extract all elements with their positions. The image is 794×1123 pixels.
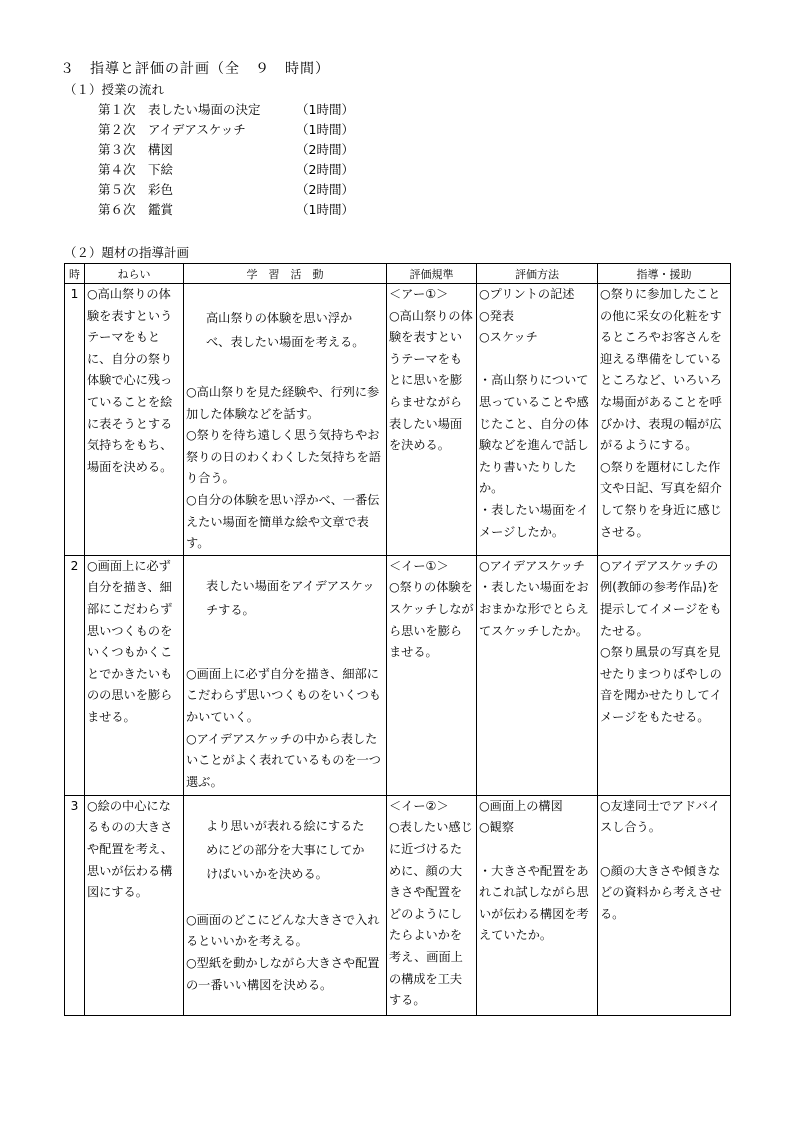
activity-main-text: 高山祭りの体験を思い浮かべ、表したい場面を考える。 (206, 311, 365, 349)
criteria-code: ＜アー①＞ (389, 287, 449, 301)
section-heading-plan: （２）題材の指導計画 (64, 245, 190, 260)
flow-item-hours: （2時間） (296, 162, 354, 177)
cell-ji: 3 (65, 795, 85, 1015)
flow-item-label: 第３次 構図 (98, 142, 174, 157)
cell-criteria (387, 284, 477, 556)
lesson-flow-list (98, 100, 358, 220)
criteria-text: ○高山祭りの体験を表すというテーマをもとに思いを膨らませながら表したい場面を決める。 (389, 308, 473, 453)
method-item: ・高山祭りについて思っていることや感じたこと、自分の体験などを進んで話したり書いたりしたか。 (479, 373, 589, 496)
cell-guidance (598, 795, 731, 1015)
cell-activity (184, 795, 387, 1015)
guidance-item: ○顔の大きさや傾きなどの資料から考えさせる。 (600, 863, 722, 921)
method-item (479, 349, 595, 371)
activity-item: ○画面のどこにどんな大きさで入れるといいかを考える。 (186, 912, 380, 949)
activity-item: ○画面上に必ず自分を描き、細部にこだわらず思いつくものをいくつもかいていく。 (186, 666, 381, 724)
guidance-item (600, 839, 728, 861)
flow-item-hours: （1時間） (296, 122, 354, 137)
cell-nerai: ○絵の中心になるものの大きさや配置を考え、思いが伝わる構図にする。 (85, 795, 184, 1015)
cell-ji: 2 (65, 555, 85, 795)
activity-item: ○自分の体験を思い浮かべ、一番伝えたい場面を簡単な絵や文章で表す。 (186, 492, 380, 551)
criteria-code: ＜イー①＞ (389, 558, 449, 573)
flow-item-hours: （1時間） (296, 102, 354, 117)
table-row (65, 795, 731, 1015)
header-criteria: 評価規準 (387, 264, 477, 284)
flow-item (98, 200, 358, 220)
flow-item-hours: （1時間） (296, 202, 354, 217)
flow-item-hours: （2時間） (296, 182, 354, 197)
header-ji: 時 (65, 264, 85, 284)
activity-item: ○アイデアスケッチの中から表したいことがよく表れているものを一つ選ぶ。 (186, 731, 381, 789)
page-title: ３ 指導と評価の計画（全 ９ 時間） (60, 61, 330, 77)
header-activity: 学 習 活 動 (184, 264, 387, 284)
criteria-code: ＜イー②＞ (389, 798, 449, 813)
criteria-text: ○表したい感じに近づけるために、顔の大きさや配置をどのようにしたらよいかを考え、画面上の構成を工夫する。 (389, 820, 473, 1008)
guidance-item: ○祭りを題材にした作文や日記、写真を紹介して祭りを身近に感じさせる。 (600, 459, 722, 539)
section-heading-flow: （１）授業の流れ (64, 82, 165, 97)
flow-item-label: 第２次 アイデアスケッチ (98, 122, 246, 137)
flow-item-label: 第１次 表したい場面の決定 (98, 102, 261, 117)
cell-method (477, 284, 598, 556)
cell-nerai: ○画面上に必ず自分を描き、細部にこだわらず思いつくものをいくつもかくことでかきたいものの思いを膨らませる。 (85, 555, 184, 795)
header-nerai: ねらい (85, 264, 184, 284)
cell-criteria (387, 795, 477, 1015)
cell-activity (184, 284, 387, 556)
method-item: ○アイデアスケッチ (479, 558, 585, 573)
cell-activity (184, 555, 387, 795)
guidance-item: ○アイデアスケッチの例(教師の参考作品)を提示してイメージをもたせる。 (600, 558, 722, 638)
guidance-item: ○友達同士でアドバイスし合う。 (600, 798, 721, 835)
flow-item-hours: （2時間） (296, 142, 354, 157)
criteria-text: ○祭りの体験をスケッチしながら思いを膨らませる。 (389, 580, 474, 660)
flow-item (98, 160, 358, 180)
cell-method (477, 795, 598, 1015)
method-item: ・大きさや配置をあれこれ試しながら思いが伝わる構図を考えていたか。 (479, 863, 589, 943)
method-item: ・表したい場面をおおまかな形でとらえてスケッチしたか。 (479, 580, 589, 638)
flow-item-label: 第４次 下絵 (98, 162, 174, 177)
flow-item-label: 第５次 彩色 (98, 182, 174, 197)
cell-guidance (598, 555, 731, 795)
flow-item (98, 120, 358, 140)
activity-item: ○祭りを待ち遠しく思う気持ちやお祭りの日のわくわくした気持ちを語り合う。 (186, 428, 381, 486)
method-item: ○観察 (479, 820, 515, 835)
cell-method (477, 555, 598, 795)
flow-item (98, 180, 358, 200)
method-item: ○画面上の構図 (479, 798, 563, 813)
cell-criteria (387, 555, 477, 795)
table-row (65, 555, 731, 795)
cell-nerai: ○高山祭りの体験を表すというテーマをもとに、自分の祭り体験で心に残っていることを絵に表そうとする気持ちをもち、場面を決める。 (85, 284, 184, 556)
guidance-item: ○祭り風景の写真を見せたりまつりばやしの音を聞かせたりしてイメージをもたせる。 (600, 645, 722, 724)
guidance-item: ○祭りに参加したことの他に采女の化粧をするところやお客さんを迎える準備をしているところなど、いろいろな場面があることを呼びかけ、表現の幅が広がるようにする。 (600, 287, 722, 453)
cell-ji: 1 (65, 284, 85, 556)
header-method: 評価方法 (477, 264, 598, 284)
flow-item (98, 100, 358, 120)
table-row (65, 284, 731, 556)
table-header-row (65, 264, 731, 284)
flow-item (98, 140, 358, 160)
header-guidance: 指導・援助 (598, 264, 731, 284)
method-item: ○スケッチ (479, 330, 538, 345)
method-item (479, 839, 595, 861)
activity-item: ○高山祭りを見た経験や、行列に参加した体験などを話す。 (186, 385, 380, 421)
teaching-plan-table (64, 263, 731, 1016)
activity-item: ○型紙を動かしながら大きさや配置の一番いい構図を決める。 (186, 955, 380, 992)
method-item: ○プリントの記述 (479, 287, 575, 301)
cell-guidance (598, 284, 731, 556)
method-item: ・表したい場面をイメージしたか。 (479, 502, 589, 539)
activity-main-text: より思いが表れる絵にするためにどの部分を大事にしてかけばいいかを決める。 (206, 818, 365, 881)
flow-item-label: 第６次 鑑賞 (98, 202, 174, 217)
method-item: ○発表 (479, 308, 515, 323)
activity-main-text: 表したい場面をアイデアスケッチする。 (206, 578, 375, 617)
